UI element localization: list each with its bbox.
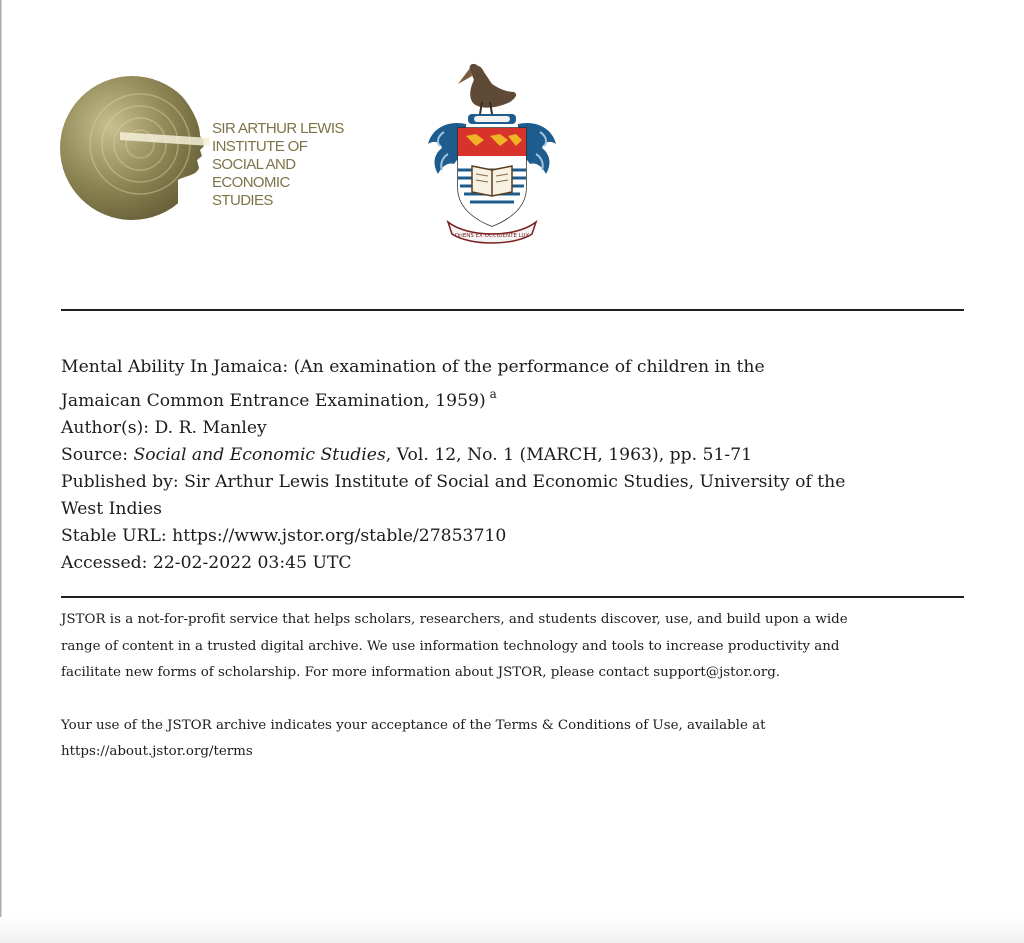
stable-url-line <box>61 523 966 550</box>
source-details: , Vol. 12, No. 1 (MARCH, 1963), pp. 51-71 <box>385 445 753 465</box>
salises-logo <box>60 72 360 224</box>
salises-wordmark-line: SIR ARTHUR LEWIS <box>212 120 344 137</box>
author-line <box>61 415 966 442</box>
stable-url-link[interactable]: https://www.jstor.org/stable/27853710 <box>172 526 507 546</box>
article-title-line1: Mental Ability In Jamaica: (An examination of the performance of children in the <box>61 357 765 377</box>
source-label: Source: <box>61 445 128 465</box>
page-shadow <box>0 917 1024 943</box>
paragraph-gap <box>61 687 966 713</box>
notice-text: JSTOR is a not-for-profit service that helps scholars, researchers, and students discover, use, and build upon a wide <box>61 612 848 627</box>
publisher-name: Sir Arthur Lewis Institute of Social and Economic Studies, University of the <box>184 472 846 492</box>
citation-block <box>61 354 966 577</box>
salises-wordmark-line: ECONOMIC <box>212 174 290 191</box>
article-title <box>61 354 966 381</box>
publisher-label: Published by: <box>61 472 179 492</box>
salises-wordmark-line: SOCIAL AND <box>212 156 296 173</box>
article-title-line2: Jamaican Common Entrance Examination, 1959) <box>61 391 486 411</box>
article-title-cont <box>61 381 966 415</box>
uwi-crest-icon <box>418 58 566 250</box>
accessed-label: Accessed: <box>61 553 148 573</box>
publisher-line <box>61 469 966 496</box>
salises-wordmark-line: INSTITUTE OF <box>212 138 308 155</box>
author-name: D. R. Manley <box>154 418 267 438</box>
salises-wordmark <box>212 120 344 210</box>
notice-text: facilitate new forms of scholarship. For more information about JSTOR, please contact support@jstor.org. <box>61 665 781 680</box>
title-footnote-mark: a <box>489 387 497 401</box>
publisher-name-cont: West Indies <box>61 499 162 519</box>
source-journal: Social and Economic Studies <box>133 445 386 465</box>
page-edge <box>0 0 2 943</box>
stable-url-label: Stable URL: <box>61 526 167 546</box>
author-label: Author(s): <box>61 418 150 438</box>
terms-text: Your use of the JSTOR archive indicates your acceptance of the Terms & Conditions of Use, available at <box>61 717 766 733</box>
uwi-motto: OriENS EX OCCIDENTE LUX <box>454 233 530 239</box>
salises-wordmark-line: STUDIES <box>212 192 273 209</box>
accessed-line <box>61 550 966 577</box>
source-line <box>61 442 966 469</box>
salises-emblem-icon <box>60 72 210 224</box>
notice-text: range of content in a trusted digital archive. We use information technology and tools to increase productivity and <box>61 638 840 654</box>
jstor-notice <box>61 607 966 766</box>
publisher-line-cont <box>61 496 966 523</box>
accessed-date: 22-02-2022 03:45 UTC <box>152 553 352 573</box>
divider-bottom <box>61 596 964 598</box>
divider-top <box>61 309 964 311</box>
terms-link[interactable]: https://about.jstor.org/terms <box>61 744 253 759</box>
